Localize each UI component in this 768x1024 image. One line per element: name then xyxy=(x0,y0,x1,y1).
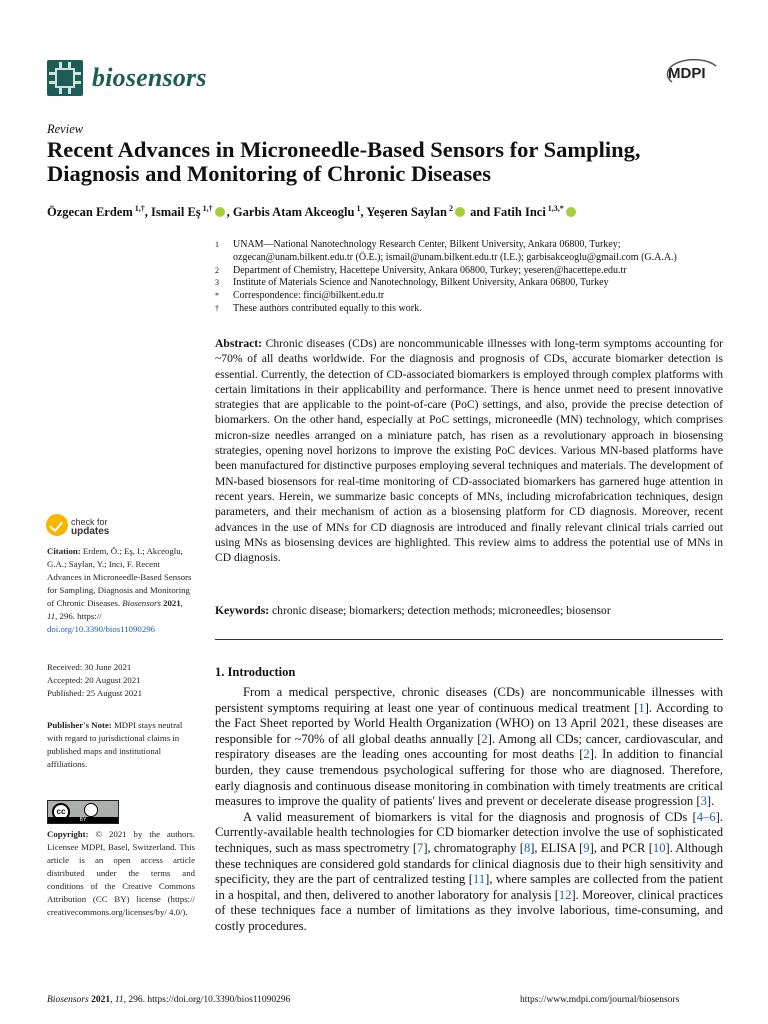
affiliation-row xyxy=(215,265,735,278)
affiliation-number: 2 xyxy=(215,265,219,275)
divider xyxy=(215,639,723,640)
author-affiliation-marker: 1,† xyxy=(132,204,145,213)
author-affiliation-marker: 1 xyxy=(354,204,361,213)
author-name: Fatih Inci xyxy=(493,205,546,220)
reference-link[interactable]: 2 xyxy=(481,731,488,746)
author-affiliation-marker: 2 xyxy=(446,204,453,213)
author-name: Garbis Atam Akceoglu xyxy=(232,205,355,220)
abstract-text: Chronic diseases (CDs) are noncommunicable illnesses with long-term symptoms accounting for ~70% of all deaths worldwide. For the diagnosis and prognosis of CDs, accurate biomarker detection is essential. Currently, the detection of CD-associated biomarkers is employed through complex platforms with certain limitations in their applicability and performance. There is hence unmet need to present innovative strategies that are applicable to the point-of-care (PoC) settings, and also, provide the precise detection of biomarkers. On the other hand, especially at PoC settings, microneedle (MN) technology, which comprises micron-size needles arranged on a miniature patch, has risen as a revolutionary approach in biosensing strategies, opening novel horizons to improve the existing PoC devices. Various MN-based platforms have been manufactured for distinctive purposes employing several techniques and materials. The development of MN-based biosensors for real-time monitoring of CD-associated biomarkers has garnered huge attention in recent years. Herein, we summarize basic concepts of MNs, including microfabrication techniques, design parameters, and their mechanism of action as a biosensing platform for CD diagnosis. Moreover, recent advances in the use of MNs for CD diagnosis are introduced and finally relevant clinical trials carried out using MNs as biosensing devices are highlighted. This review aims to address the potential use of MNs in CD diagnosis. xyxy=(215,337,723,565)
author-list: Özgecan Erdem $^{1,\dagger}$, Ismail Eş $^{1,\dagger}$ , Garbis Atam Akceoglu $^1$, Yeşeren Saylan $^2$ and Fatih Inci $^{1,3,*}$ xyxy=(47,204,578,220)
keywords-label: Keywords: xyxy=(215,604,270,617)
reference-link[interactable]: 9 xyxy=(583,840,590,855)
citation: Citation: Erdem, Ö.; Eş, I.; Akceoglu, G.A.; Saylan, Y.; Inci, F. Recent Advances in Microneedle-Based Sensors for Sampling, Diagnosis and Monitoring of Chronic Diseases. Biosensors 2021, 11, 296. https:// doi.org/10.3390/bios11090296 xyxy=(47,546,192,634)
received-date: Received: 30 June 2021 xyxy=(47,662,132,672)
author-affiliation-marker: 1,3,* xyxy=(545,204,564,213)
affiliation-number: 3 xyxy=(215,278,219,288)
affiliation-number: 1 xyxy=(215,240,219,249)
journal-logo xyxy=(47,60,83,96)
journal-name: biosensors xyxy=(92,63,207,92)
author-name: Özgecan Erdem xyxy=(47,205,133,220)
affiliation-text: ozgecan@unam.bilkent.edu.tr (Ö.E.); ismail@unam.bilkent.edu.tr (I.E.); garbisakceoglu@gmail.com (G.A.A.) xyxy=(233,251,677,263)
affiliation-row xyxy=(215,290,735,303)
abstract-label: Abstract: xyxy=(215,337,263,350)
affiliation-text: Institute of Materials Science and Nanotechnology, Bilkent University, Ankara 06800, Turkey xyxy=(233,277,609,289)
paragraph: From a medical perspective, chronic diseases (CDs) are noncommunicable illnesses with persistent symptoms requiring at least one year of continuous medical treatment [1]. According to the Fact Sheet reported by World Health Organization (WHO) on 13 April 2021, these diseases are responsible for ~70% of all global deaths annually [2]. Among all CDs; cancer, cardiovascular, and respiratory diseases are the leading ones accounting for most deaths [2]. In addition to financial burden, they cause tremendous psychological suffering for those who are diagnosed. Therefore, early diagnosis and continuous disease monitoring in combination with timely treatments are critical measures to improve the quality of patients' lives and prevent or decelerate disease progression [3]. xyxy=(215,685,724,809)
reference-link[interactable]: 12 xyxy=(558,887,572,902)
keywords-text: chronic disease; biomarkers; detection methods; microneedles; biosensor xyxy=(272,604,611,617)
reference-link[interactable]: 8 xyxy=(523,840,531,855)
affiliation-row xyxy=(215,252,735,265)
article-title: Recent Advances in Microneedle-Based Sensors for Sampling, Diagnosis and Monitoring of Chronic Diseases xyxy=(47,137,641,186)
affiliations xyxy=(215,239,735,316)
affiliation-text: These authors contributed equally to this work. xyxy=(233,302,422,314)
footer-url[interactable]: https://www.mdpi.com/journal/biosensors xyxy=(520,995,680,1005)
reference-link[interactable]: 3 xyxy=(700,794,707,809)
affiliation-number: * xyxy=(215,291,219,301)
affiliation-row xyxy=(215,277,735,290)
reference-link[interactable]: 1 xyxy=(638,700,645,715)
affiliation-number xyxy=(215,252,233,265)
affiliation-text: Correspondence: finci@bilkent.edu.tr xyxy=(233,290,385,302)
copyright: Copyright: © 2021 by the authors. Licensee MDPI, Basel, Switzerland. This article is an open access article distributed under the terms and conditions of the Creative Commons Attribution (CC BY) license (https:// creativecommons.org/licenses/by/ 4.0/). xyxy=(47,829,195,917)
cc-by-license-icon[interactable]: cc BY xyxy=(47,800,119,824)
affiliation-row xyxy=(215,303,735,316)
affiliation-text: Department of Chemistry, Hacettepe University, Ankara 06800, Turkey; yeseren@hacettepe.edu.tr xyxy=(233,264,627,276)
footer-citation: Biosensors 2021, 11, 296. https://doi.org/10.3390/bios11090296 xyxy=(47,995,291,1005)
affiliation-row xyxy=(215,239,735,252)
author-affiliation-marker: 1,† xyxy=(200,204,213,213)
reference-link[interactable]: 2 xyxy=(583,747,590,762)
body-text xyxy=(215,685,723,935)
orcid-icon[interactable] xyxy=(215,207,225,217)
section-heading: 1. Introduction xyxy=(215,665,296,679)
published-date: Published: 25 August 2021 xyxy=(47,688,143,698)
check-for-updates-label[interactable]: check for updates xyxy=(71,517,110,537)
accepted-date: Accepted: 20 August 2021 xyxy=(47,675,141,685)
affiliation-text: UNAM—National Nanotechnology Research Center, Bilkent University, Ankara 06800, Turkey; xyxy=(233,239,621,250)
publisher-logo: MDPI xyxy=(668,65,706,82)
abstract xyxy=(215,336,723,565)
affiliation-number: † xyxy=(215,303,219,313)
check-for-updates-icon[interactable] xyxy=(46,514,68,536)
keywords xyxy=(215,604,723,617)
reference-link[interactable]: 7 xyxy=(417,840,424,855)
publisher-note: Publisher's Note: MDPI stays neutral with regard to jurisdictional claims in published maps and institutional affiliations. xyxy=(47,720,183,769)
reference-link[interactable]: 10 xyxy=(652,840,666,855)
dates xyxy=(47,661,142,700)
reference-link[interactable]: 11 xyxy=(472,872,486,887)
author-name: Yeşeren Saylan xyxy=(366,205,447,220)
orcid-icon[interactable] xyxy=(566,207,576,217)
orcid-icon[interactable] xyxy=(455,207,465,217)
article-type: Review xyxy=(47,122,84,136)
paragraph: A valid measurement of biomarkers is vital for the diagnosis and prognosis of CDs [4–6]. Currently-available health technologies for CD biomarker detection involve the use of sophisticated techniques, such as mass spectrometry [7], chromatography [8], ELISA [9], and PCR [10]. Although these techniques are considered gold standards for clinical diagnosis due to their high sensitivity and specificity, they are the part of centralized testing [11], where samples are collected from the patient in a hospital, and then, delivered to another laboratory for analysis [12]. Moreover, clinical practices of these techniques face a number of limitations as they involve laborious, time-consuming, and costly procedures. xyxy=(215,809,724,933)
author-name: Ismail Eş xyxy=(151,205,201,220)
citation-doi-link[interactable]: doi.org/10.3390/bios11090296 xyxy=(47,624,156,634)
reference-link[interactable]: 4–6 xyxy=(696,809,716,824)
